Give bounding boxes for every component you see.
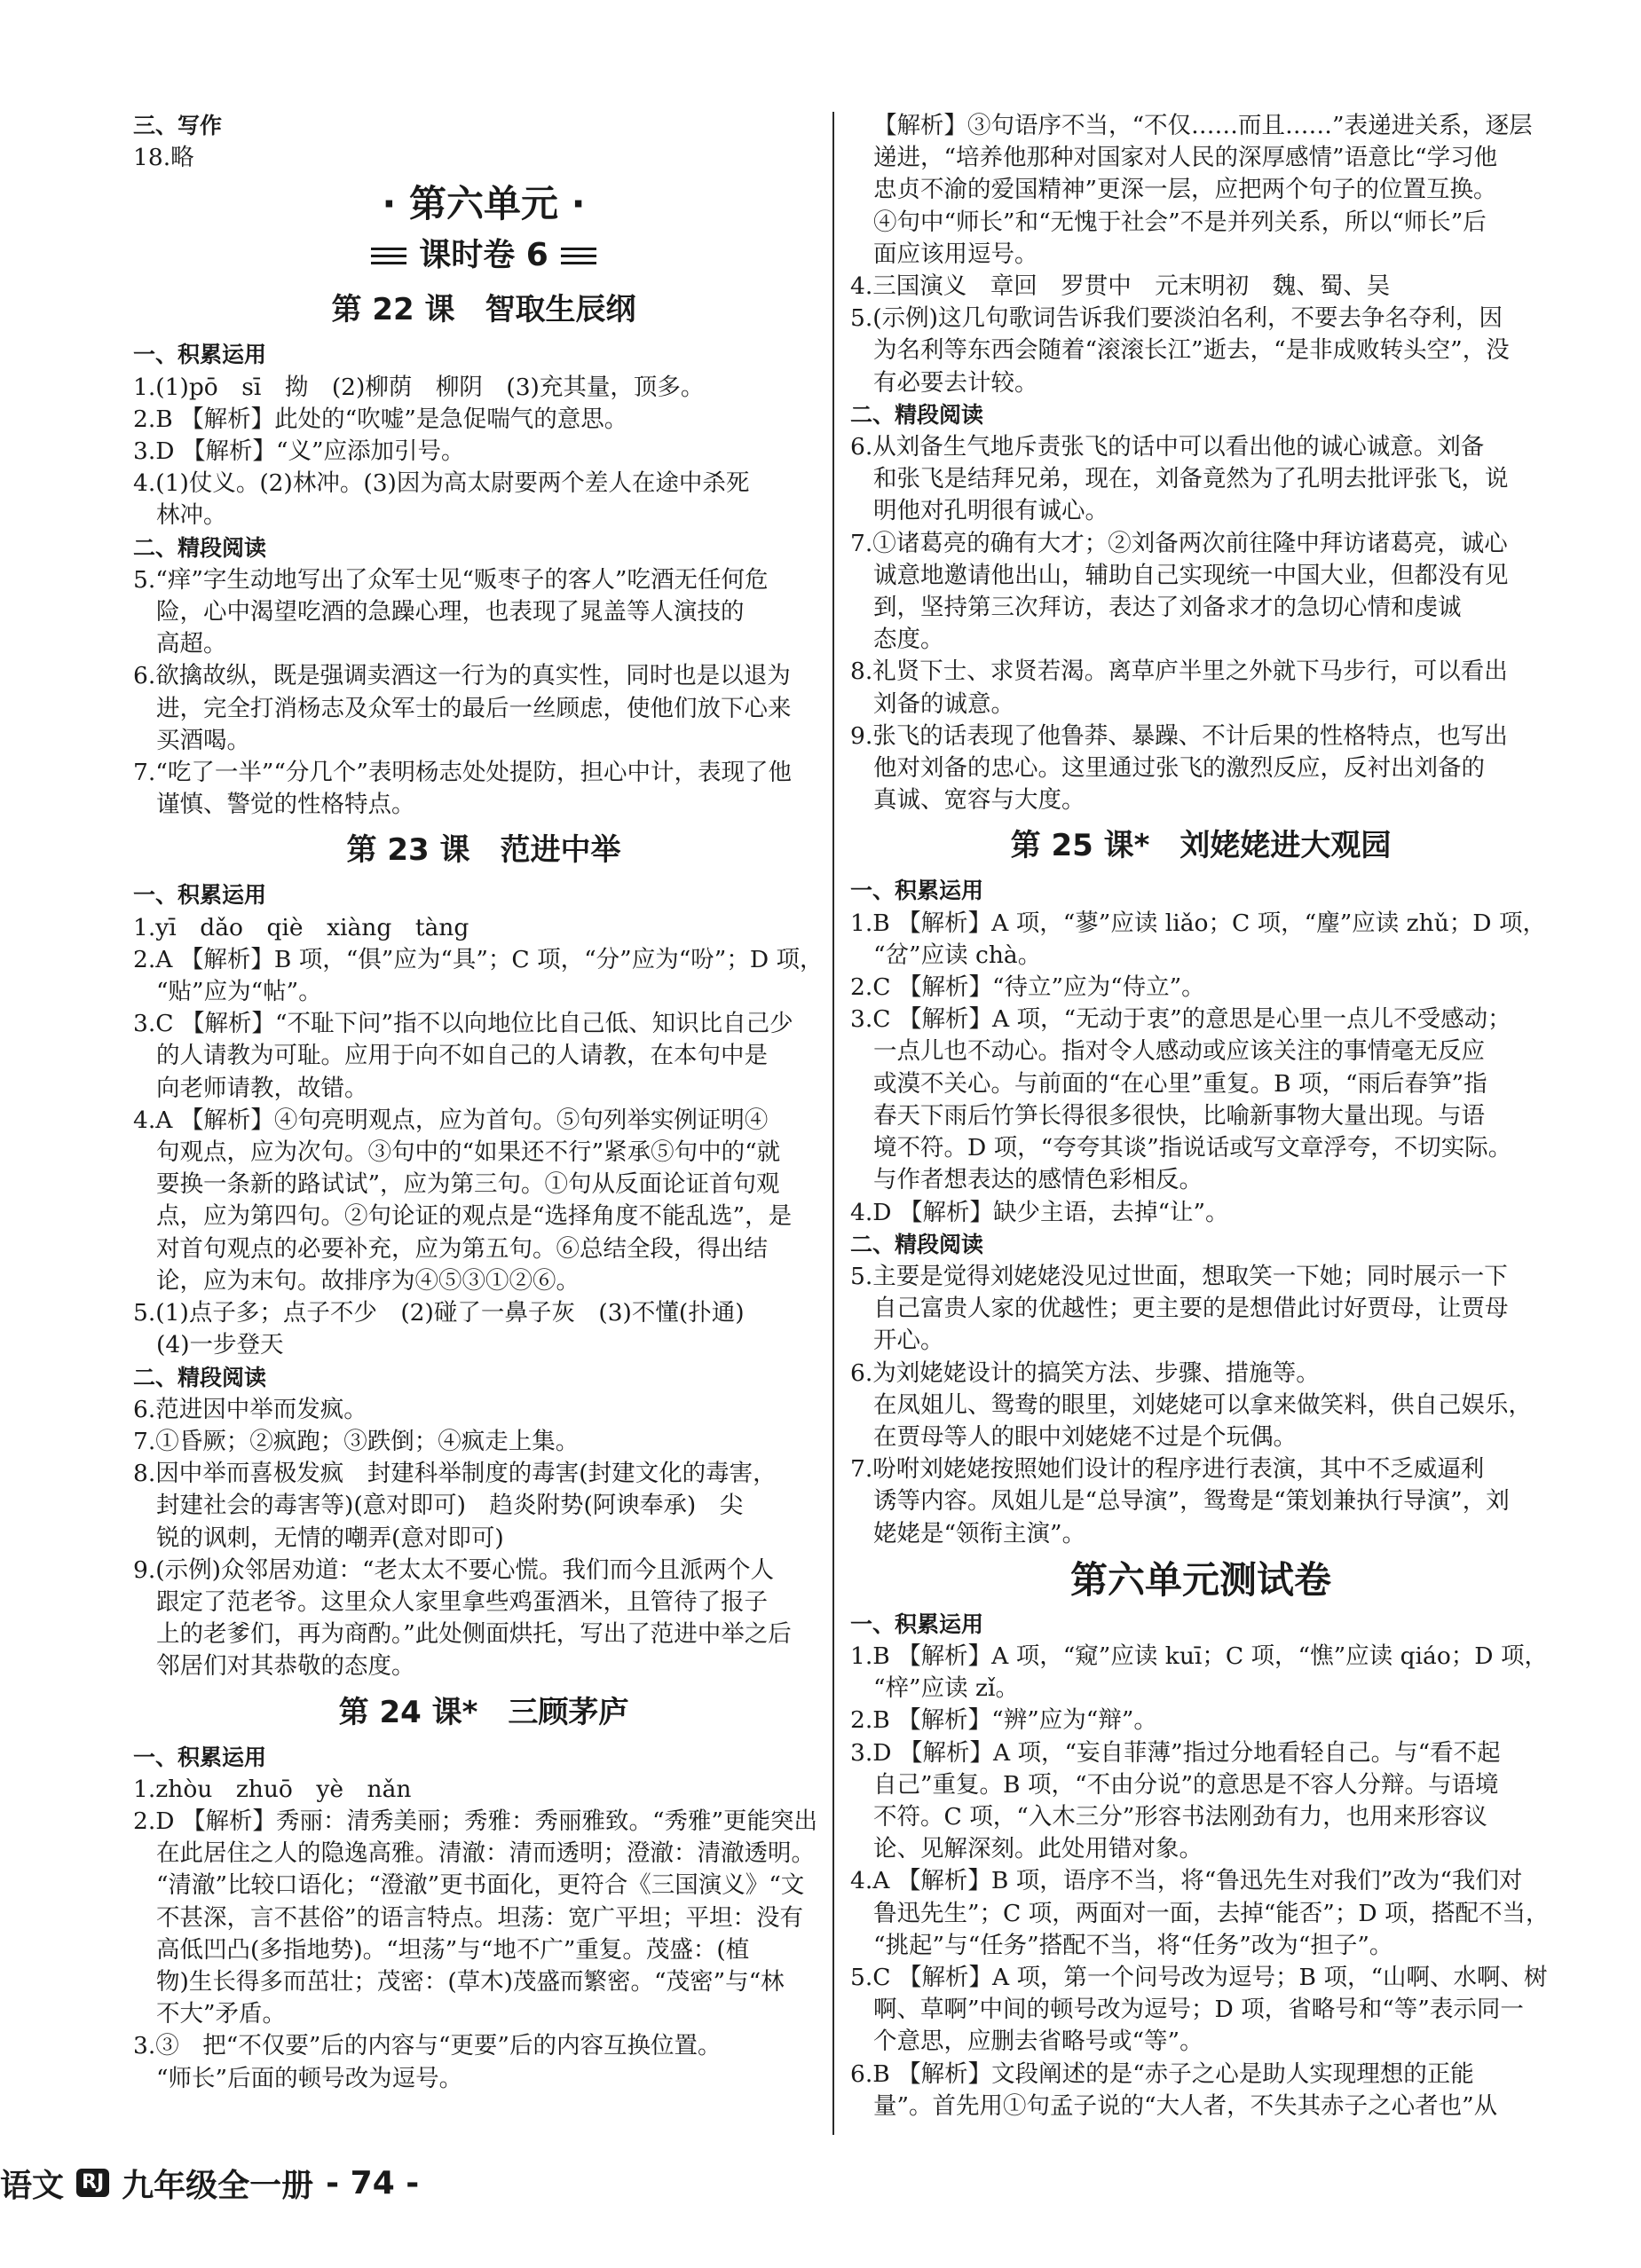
answer-item: 7.①诸葛亮的确有大才；②刘备两次前往隆中拜访诸葛亮，诚心	[850, 529, 1508, 557]
lesson-title: 第 24 课* 三顾茅庐	[338, 1694, 629, 1730]
answer-item: 6.为刘姥姥设计的搞笑方法、步骤、措施等。	[850, 1358, 1320, 1387]
answer-continuation: 到，坚持第三次拜访，表达了刘备求才的急切心情和虔诚	[873, 594, 1462, 622]
answer-item: 5.C 【解析】A 项，第一个问号改为逗号；B 项，“山啊、水啊、树	[850, 1963, 1548, 1991]
section-heading: 一、积累运用	[133, 1744, 267, 1770]
answer-continuation: 为名利等东西会随着“滚滚长江”逝去，“是非成败转头空”，没	[873, 336, 1510, 365]
answer-item: 3.D 【解析】“义”应添加引号。	[133, 437, 465, 466]
unit-title: · 第六单元 ·	[382, 182, 586, 226]
answer-continuation: 个意思，应删去省略号或“等”。	[873, 2028, 1203, 2056]
answer-continuation: “贴”应为“帖”。	[156, 978, 322, 1006]
answer-item: 8.礼贤下士、求贤若渴。离草庐半里之外就下马步行，可以看出	[850, 658, 1508, 686]
answer-continuation: 面应该用逗号。	[873, 240, 1038, 268]
answer-continuation: 锐的讽刺，无情的嘲弄(意对即可)	[156, 1524, 504, 1552]
lesson-title: 第 25 课* 刘姥姥进大观园	[1010, 828, 1392, 864]
answer-continuation: 邻居们对其恭敬的态度。	[156, 1652, 415, 1681]
answer-continuation: 物)生长得多而茁壮；茂密：(草木)茂盛而繁密。“茂密”与“林	[156, 1967, 785, 1996]
section-heading: 二、精段阅读	[850, 1231, 984, 1257]
section-heading: 三、写作	[133, 113, 223, 138]
answer-item: 6.B 【解析】文段阐述的是“赤子之心是助人实现理想的正能	[850, 2059, 1474, 2088]
column-divider	[832, 112, 834, 2135]
answer-continuation: 或漠不关心。与前面的“在心里”重复。B 项，“雨后春笋”指	[873, 1069, 1487, 1098]
answer-continuation: 开心。	[873, 1327, 944, 1355]
answer-continuation: 忠贞不渝的爱国精神”更深一层，应把两个句子的位置互换。	[873, 176, 1497, 204]
answer-continuation: “岔”应读 chà。	[873, 941, 1042, 969]
decor-bars-icon	[371, 248, 406, 264]
answer-item: 5.主要是觉得刘姥姥没见过世面，想取笑一下她；同时展示一下	[850, 1262, 1508, 1290]
unit-title: 第六单元测试卷	[1069, 1557, 1331, 1602]
section-heading: 二、精段阅读	[133, 534, 267, 561]
decor-bars-icon	[561, 248, 596, 264]
answer-item: 6.欲擒故纵，既是强调卖酒这一行为的真实性，同时也是以退为	[133, 662, 791, 690]
answer-item: 7.①昏厥；②疯跑；③跌倒；④疯走上集。	[133, 1427, 580, 1455]
answer-continuation: 春天下雨后竹笋长得很多很快，比喻新事物大量出现。与语	[873, 1101, 1485, 1130]
answer-continuation: 险，心中渴望吃酒的急躁心理，也表现了晁盖等人演技的	[156, 598, 745, 626]
answer-continuation: 论、见解深刻。此处用错对象。	[873, 1835, 1203, 1863]
answer-item: 1.yī dǎo qiè xiàng tàng	[133, 913, 469, 941]
answer-item: 4.A 【解析】④句亮明观点，应为首句。⑤句列举实例证明④	[133, 1106, 769, 1134]
answer-continuation: 自己富贵人家的优越性；更主要的是想借此讨好贾母，让贾母	[873, 1295, 1509, 1323]
answer-item: 6.从刘备生气地斥责张飞的话中可以看出他的诚心诚意。刘备	[850, 433, 1485, 461]
answer-item: 4.三国演义 章回 罗贯中 元末明初 魏、蜀、吴	[850, 272, 1391, 301]
page-footer	[0, 2156, 419, 2209]
answer-item: 8.因中举而喜极发疯 封建科举制度的毒害(封建文化的毒害，	[133, 1460, 777, 1488]
section-heading: 一、积累运用	[850, 878, 984, 904]
answer-continuation: 高超。	[156, 630, 227, 658]
answer-continuation: (4)一步登天	[156, 1331, 284, 1359]
answer-continuation: 不大”矛盾。	[156, 2000, 287, 2028]
answer-item: 9.(示例)众邻居劝道：“老太太不要心慌。我们而今且派两个人	[133, 1555, 775, 1584]
answer-continuation: “清澈”比较口语化；“澄澈”更书面化，更符合《三国演义》“文	[156, 1871, 805, 1900]
answer-continuation: 姥姥是“领衔主演”。	[873, 1519, 1086, 1547]
answer-continuation: 林冲。	[156, 501, 227, 530]
section-heading: 一、积累运用	[133, 882, 267, 909]
answer-item: 6.范进因中举而发疯。	[133, 1395, 367, 1423]
answer-item: 7.吩咐刘姥姥按照她们设计的程序进行表演，其中不乏威逼利	[850, 1455, 1485, 1484]
answer-continuation: 进，完全打消杨志及众军士的最后一丝顾虑，使他们放下心来	[156, 694, 792, 722]
answer-continuation: 跟定了范老爷。这里众人家里拿些鸡蛋酒米，且管待了报子	[156, 1587, 768, 1616]
answer-item: 18.略	[133, 144, 194, 172]
answer-continuation: “师长”后面的顿号改为逗号。	[156, 2064, 463, 2092]
answer-item: 9.张飞的话表现了他鲁莽、暴躁、不计后果的性格特点，也写出	[850, 721, 1508, 750]
answer-continuation: 一点儿也不动心。指对令人感动或应该关注的事情毫无反应	[873, 1037, 1485, 1066]
paper-title	[133, 232, 834, 279]
answer-item: 1.zhòu zhuō yè nǎn	[133, 1775, 412, 1803]
answer-item: 4.(1)仗义。(2)林冲。(3)因为高太尉要两个差人在途中杀死	[133, 469, 750, 498]
answer-item: 2.A 【解析】B 项，“俱”应为“具”；C 项，“分”应为“吩”；D 项，	[133, 945, 824, 973]
answer-continuation: 在此居住之人的隐逸高雅。清澈：清而透明；澄澈：清澈透明。	[156, 1839, 815, 1868]
answer-continuation: “梓”应读 zǐ。	[873, 1674, 1019, 1703]
answer-continuation: 在凤姐儿、鸳鸯的眼里，刘姥姥可以拿来做笑料，供自己娱乐，	[873, 1390, 1532, 1419]
answer-item: 2.D 【解析】秀丽：清秀美丽；秀雅：秀丽雅致。“秀雅”更能突出	[133, 1807, 818, 1835]
answer-continuation: 上的老爹们，再为商酌。”此处侧面烘托，写出了范进中举之后	[156, 1620, 792, 1649]
answer-continuation: 自己”重复。B 项，“不由分说”的意思是不容人分辩。与语境	[873, 1770, 1499, 1799]
answer-item: 2.B 【解析】“辨”应为“辩”。	[850, 1706, 1157, 1735]
edition-badge: RJ	[76, 2169, 109, 2197]
page-number: - 74 -	[326, 2164, 420, 2201]
paper-title-text: 课时卷 6	[419, 237, 548, 274]
left-column	[133, 110, 834, 2095]
answer-item: 5.(示例)这几句歌词告诉我们要淡泊名利，不要去争名夺利，因	[850, 304, 1503, 333]
answer-item: 2.C 【解析】“待立”应为“侍立”。	[850, 973, 1205, 1002]
answer-item: 1.B 【解析】A 项，“蓼”应读 liǎo；C 项，“麈”应读 zhǔ；D 项，	[850, 909, 1546, 937]
section-heading: 一、积累运用	[133, 342, 267, 368]
answer-continuation: 态度。	[873, 626, 944, 654]
section-heading: 一、积累运用	[850, 1610, 984, 1637]
answer-continuation: 有必要去计较。	[873, 368, 1038, 397]
answer-continuation: 买酒喝。	[156, 726, 250, 754]
answer-continuation: 境不符。D 项，“夸夸其谈”指说话或写文章浮夸，不切实际。	[873, 1134, 1512, 1162]
answer-continuation: 与作者想表达的感情色彩相反。	[873, 1166, 1203, 1194]
answer-continuation: 在贾母等人的眼中刘姥姥不过是个玩偶。	[873, 1422, 1297, 1451]
right-column	[850, 110, 1551, 2122]
footer-subject: 语文	[0, 2167, 65, 2204]
answer-continuation: 的人请教为可耻。应用于向不如自己的人请教，在本句中是	[156, 1042, 768, 1070]
lesson-title: 第 23 课 范进中举	[346, 832, 621, 869]
answer-continuation: 鲁迅先生”；C 项，两面对一面，去掉“能否”；D 项，搭配不当，	[873, 1899, 1550, 1927]
answer-continuation: 不甚深，言不甚俗”的语言特点。坦荡：宽广平坦；平坦：没有	[156, 1903, 804, 1932]
section-heading: 二、精段阅读	[850, 401, 984, 428]
answer-continuation: 不符。C 项，“入木三分”形容书法刚劲有力，也用来形容议	[873, 1802, 1487, 1831]
answer-item: 4.A 【解析】B 项，语序不当，将“鲁迅先生对我们”改为“我们对	[850, 1867, 1523, 1895]
answer-continuation: 点，应为第四句。②句论证的观点是“选择角度不能乱选”，是	[156, 1202, 793, 1231]
answer-continuation: 高低凹凸(多指地势)。“坦荡”与“地不广”重复。茂盛：(植	[156, 1935, 750, 1964]
answer-item: 3.C 【解析】A 项，“无动于衷”的意思是心里一点儿不受感动；	[850, 1005, 1511, 1034]
answer-continuation: 他对刘备的忠心。这里通过张飞的激烈反应，反衬出刘备的	[873, 754, 1485, 783]
answer-continuation: 封建社会的毒害等)(意对即可) 趋炎附势(阿谀奉承) 尖	[156, 1492, 744, 1520]
lesson-title: 第 22 课 智取生辰纲	[331, 292, 636, 328]
answer-continuation: 谨慎、警觉的性格特点。	[156, 791, 415, 819]
answer-item: 3.C 【解析】“不耻下问”指不以向地位比自己低、知识比自己少	[133, 1010, 793, 1038]
answer-item: 4.D 【解析】缺少主语，去掉“让”。	[850, 1198, 1229, 1226]
answer-continuation: 论，应为末句。故排序为④⑤③①②⑥。	[156, 1266, 580, 1295]
answer-continuation: 诱等内容。凤姐儿是“总导演”，鸳鸯是“策划兼执行导演”，刘	[873, 1487, 1510, 1516]
answer-continuation: 诚意地邀请他出山，辅助自己实现统一中国大业，但都没有见	[873, 561, 1509, 589]
answer-continuation: 【解析】③句语序不当，“不仅……而且……”表递进关系，逐层	[873, 112, 1533, 139]
answer-continuation: “挑起”与“任务”搭配不当，将“任务”改为“担子”。	[873, 1931, 1393, 1959]
answer-continuation: 对首句观点的必要补充，应为第五句。⑥总结全段，得出结	[156, 1234, 768, 1263]
answer-item: 3.D 【解析】A 项，“妄自菲薄”指过分地看轻自己。与“看不起	[850, 1738, 1501, 1767]
answer-continuation: 和张飞是结拜兄弟，现在，刘备竟然为了孔明去批评张飞，说	[873, 465, 1509, 493]
answer-continuation: 量”。首先用①句孟子说的“大人者，不失其赤子之心者也”从	[873, 2091, 1498, 2120]
answer-continuation: 句观点，应为次句。③句中的“如果还不行”紧承⑤句中的“就	[156, 1138, 781, 1167]
answer-continuation: 向老师请教，故错。	[156, 1074, 368, 1102]
answer-item: 1.B 【解析】A 项，“窥”应读 kuī；C 项，“憔”应读 qiáo；D 项，	[850, 1642, 1548, 1670]
answer-item: 5.(1)点子多；点子不少 (2)碰了一鼻子灰 (3)不懂(扑通)	[133, 1299, 745, 1327]
answer-item: 1.(1)pō sī 拗 (2)柳荫 柳阴 (3)充其量，顶多。	[133, 373, 705, 401]
answer-continuation: 递进，“培养他那种对国家对人民的深厚感情”语意比“学习他	[873, 144, 1498, 172]
answer-item: 2.B 【解析】此处的“吹嘘”是急促喘气的意思。	[133, 405, 628, 433]
answer-continuation: 明他对孔明很有诚心。	[873, 497, 1108, 525]
answer-continuation: 要换一条新的路试试”，应为第三句。①句从反面论证首句观	[156, 1170, 780, 1199]
answer-item: 7.“吃了一半”“分几个”表明杨志处处提防，担心中计，表现了他	[133, 759, 792, 787]
answer-continuation: 真诚、宽容与大度。	[873, 786, 1085, 815]
answer-continuation: 刘备的诚意。	[873, 689, 1014, 718]
answer-continuation: 啊、草啊”中间的顿号改为逗号；D 项，省略号和“等”表示同一	[873, 1996, 1524, 2024]
answer-continuation: ④句中“师长”和“无愧于社会”不是并列关系，所以“师长”后	[873, 208, 1487, 236]
footer-grade: 九年级全一册	[122, 2167, 314, 2204]
answer-item: 5.“痒”字生动地写出了众军士见“贩枣子的客人”吃酒无任何危	[133, 565, 769, 594]
answer-item: 3.③ 把“不仅要”后的内容与“更要”后的内容互换位置。	[133, 2032, 722, 2060]
section-heading: 二、精段阅读	[133, 1364, 267, 1390]
